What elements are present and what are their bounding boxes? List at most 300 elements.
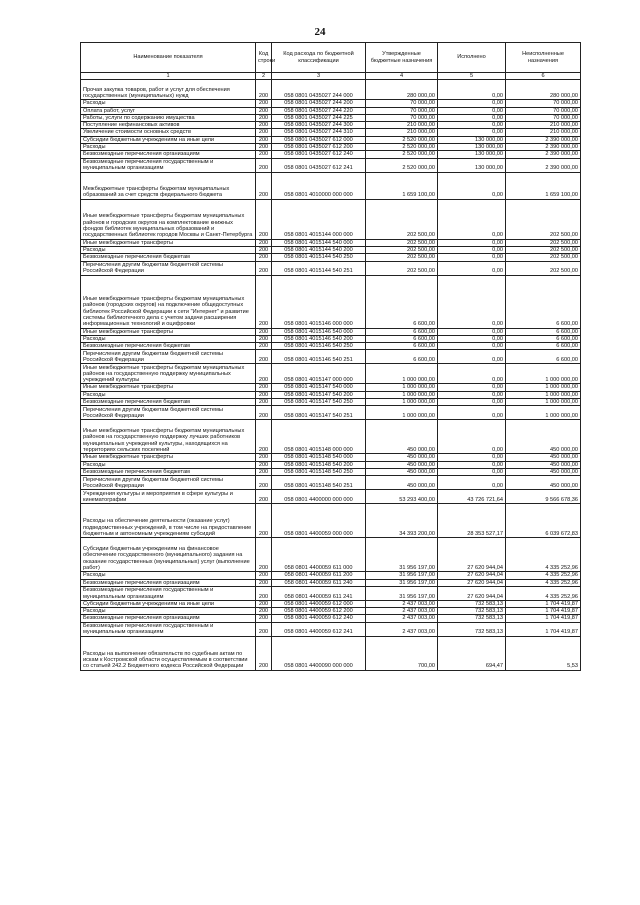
indicator-name-cell: Расходы: [81, 144, 256, 151]
table-row: [81, 335, 581, 342]
indicator-name-cell: Безвозмездные перечисления государственным и муниципальным организациям: [81, 158, 256, 172]
executed-amount-cell: 27 620 944,04: [438, 579, 506, 586]
classification-code-cell: 058 0801 0435027 612 240: [272, 151, 366, 158]
table-row: [81, 461, 581, 468]
line-code-cell: 200: [256, 261, 272, 275]
unexecuted-amount-cell: 6 039 672,83: [506, 504, 581, 538]
unexecuted-amount-cell: 1 000 000,00: [506, 406, 581, 420]
line-code-cell: 200: [256, 328, 272, 335]
indicator-name-cell: Безвозмездные перечисления государственным и муниципальным организациям: [81, 586, 256, 600]
executed-amount-cell: 0,00: [438, 406, 506, 420]
classification-code-cell: 058 0801 4015146 540 251: [272, 350, 366, 364]
line-code-cell: 200: [256, 468, 272, 475]
approved-amount-cell: 6 600,00: [366, 350, 438, 364]
indicator-name-cell: Иные межбюджетные трансферты: [81, 384, 256, 391]
approved-amount-cell: 1 000 000,00: [366, 391, 438, 398]
line-code-cell: 200: [256, 454, 272, 461]
approved-amount-cell: 1 659 100,00: [366, 172, 438, 199]
table-row: [81, 490, 581, 504]
line-code-cell: 200: [256, 600, 272, 607]
unexecuted-amount-cell: 70 000,00: [506, 114, 581, 121]
line-code-cell: 200: [256, 384, 272, 391]
indicator-name-cell: Безвозмездные перечисления бюджетам: [81, 468, 256, 475]
indicator-name-cell: Иные межбюджетные трансферты: [81, 454, 256, 461]
header-executed: Исполнено: [438, 43, 506, 73]
indicator-name-cell: Иные межбюджетные трансферты бюджетам муниципальных районов и городских округов на комплектование книжных фондов библиотек муниципальных образований и государственных библиотек городов Москвы и Санкт-Петербурга: [81, 199, 256, 239]
column-number: 1: [81, 73, 256, 80]
table-row: [81, 384, 581, 391]
classification-code-cell: 058 0801 4015147 540 200: [272, 391, 366, 398]
approved-amount-cell: 202 500,00: [366, 246, 438, 253]
classification-code-cell: 058 0801 4015144 540 000: [272, 239, 366, 246]
executed-amount-cell: 0,00: [438, 399, 506, 406]
indicator-name-cell: Безвозмездные перечисления бюджетам: [81, 254, 256, 261]
approved-amount-cell: 6 600,00: [366, 335, 438, 342]
unexecuted-amount-cell: 1 704 419,87: [506, 622, 581, 636]
table-row: [81, 254, 581, 261]
approved-amount-cell: 450 000,00: [366, 454, 438, 461]
column-numbers-row: [81, 73, 581, 80]
executed-amount-cell: 0,00: [438, 454, 506, 461]
line-code-cell: 200: [256, 144, 272, 151]
classification-code-cell: 058 0801 4400000 000 000: [272, 490, 366, 504]
table-row: [81, 538, 581, 572]
indicator-name-cell: Безвозмездные перечисления организациям: [81, 615, 256, 622]
executed-amount-cell: 27 620 944,04: [438, 572, 506, 579]
line-code-cell: 200: [256, 579, 272, 586]
approved-amount-cell: 6 600,00: [366, 328, 438, 335]
table-row: [81, 420, 581, 454]
approved-amount-cell: 202 500,00: [366, 199, 438, 239]
unexecuted-amount-cell: 202 500,00: [506, 239, 581, 246]
table-row: [81, 636, 581, 670]
line-code-cell: 200: [256, 246, 272, 253]
table-row: [81, 615, 581, 622]
classification-code-cell: 058 0801 0435027 244 310: [272, 129, 366, 136]
indicator-name-cell: Иные межбюджетные трансферты бюджетам муниципальных районов (городских округов) на подключение общедоступных библиотек Российской Федерации к сети "Интернет" и развитие системы библиотечного дела с учетом задачи расширения информационных технологий и оцифровки: [81, 275, 256, 328]
classification-code-cell: 058 0801 0435027 244 200: [272, 100, 366, 107]
classification-code-cell: 058 0801 4010000 000 000: [272, 172, 366, 199]
approved-amount-cell: 6 600,00: [366, 343, 438, 350]
table-row: [81, 136, 581, 143]
unexecuted-amount-cell: 450 000,00: [506, 468, 581, 475]
executed-amount-cell: 28 353 527,17: [438, 504, 506, 538]
approved-amount-cell: 1 000 000,00: [366, 364, 438, 384]
table-row: [81, 468, 581, 475]
header-approved: Утвержденные бюджетные назначения: [366, 43, 438, 73]
table-row: [81, 343, 581, 350]
unexecuted-amount-cell: 1 000 000,00: [506, 364, 581, 384]
unexecuted-amount-cell: 210 000,00: [506, 129, 581, 136]
indicator-name-cell: Иные межбюджетные трансферты: [81, 328, 256, 335]
classification-code-cell: 058 0801 4400059 611 240: [272, 579, 366, 586]
line-code-cell: 200: [256, 151, 272, 158]
line-code-cell: 200: [256, 490, 272, 504]
line-code-cell: 200: [256, 538, 272, 572]
line-code-cell: 200: [256, 239, 272, 246]
indicator-name-cell: Межбюджетные трансферты бюджетам муниципальных образований за счет средств федерального бюджета: [81, 172, 256, 199]
executed-amount-cell: 694,47: [438, 636, 506, 670]
classification-code-cell: 058 0801 4015146 540 000: [272, 328, 366, 335]
executed-amount-cell: 27 620 944,04: [438, 586, 506, 600]
table-row: [81, 586, 581, 600]
table-row: [81, 350, 581, 364]
column-number: 5: [438, 73, 506, 80]
indicator-name-cell: Расходы на обеспечение деятельности (оказание услуг) подведомственных учреждений, в том числе на предоставление бюджетным и автономным учреждениям субсидий: [81, 504, 256, 538]
line-code-cell: 200: [256, 476, 272, 490]
line-code-cell: 200: [256, 172, 272, 199]
classification-code-cell: 058 0801 4400059 000 000: [272, 504, 366, 538]
approved-amount-cell: 1 000 000,00: [366, 406, 438, 420]
indicator-name-cell: Расходы: [81, 391, 256, 398]
table-row: [81, 454, 581, 461]
table-row: [81, 129, 581, 136]
indicator-name-cell: Перечисления другим бюджетам бюджетной системы Российской Федерации: [81, 406, 256, 420]
indicator-name-cell: Иные межбюджетные трансферты бюджетам муниципальных районов на государственную поддержку муниципальных учреждений культуры: [81, 364, 256, 384]
executed-amount-cell: 0,00: [438, 461, 506, 468]
unexecuted-amount-cell: 5,53: [506, 636, 581, 670]
executed-amount-cell: 732 583,13: [438, 600, 506, 607]
approved-amount-cell: 450 000,00: [366, 468, 438, 475]
approved-amount-cell: 70 000,00: [366, 114, 438, 121]
classification-code-cell: 058 0801 0435027 612 241: [272, 158, 366, 172]
table-row: [81, 504, 581, 538]
unexecuted-amount-cell: 450 000,00: [506, 476, 581, 490]
line-code-cell: 200: [256, 107, 272, 114]
table-row: [81, 80, 581, 100]
executed-amount-cell: 732 583,13: [438, 608, 506, 615]
approved-amount-cell: 2 520 000,00: [366, 144, 438, 151]
indicator-name-cell: Иные межбюджетные трансферты бюджетам муниципальных районов на государственную поддержку лучших работников муниципальных учреждений культуры, находящихся на территориях сельских поселений: [81, 420, 256, 454]
classification-code-cell: 058 0801 4015148 540 200: [272, 461, 366, 468]
executed-amount-cell: 0,00: [438, 107, 506, 114]
indicator-name-cell: Оплата работ, услуг: [81, 107, 256, 114]
classification-code-cell: 058 0801 4015148 540 000: [272, 454, 366, 461]
budget-execution-table: [80, 42, 581, 671]
table-row: [81, 107, 581, 114]
unexecuted-amount-cell: 202 500,00: [506, 199, 581, 239]
table-row: [81, 391, 581, 398]
unexecuted-amount-cell: 1 704 419,87: [506, 615, 581, 622]
executed-amount-cell: 0,00: [438, 199, 506, 239]
unexecuted-amount-cell: 6 600,00: [506, 350, 581, 364]
indicator-name-cell: Перечисления другим бюджетам бюджетной системы Российской Федерации: [81, 350, 256, 364]
unexecuted-amount-cell: 202 500,00: [506, 254, 581, 261]
unexecuted-amount-cell: 70 000,00: [506, 100, 581, 107]
indicator-name-cell: Расходы: [81, 100, 256, 107]
unexecuted-amount-cell: 4 335 252,96: [506, 538, 581, 572]
table-row: [81, 261, 581, 275]
approved-amount-cell: 202 500,00: [366, 261, 438, 275]
classification-code-cell: 058 0801 0435027 244 225: [272, 114, 366, 121]
line-code-cell: 200: [256, 350, 272, 364]
classification-code-cell: 058 0801 4015144 540 200: [272, 246, 366, 253]
unexecuted-amount-cell: 4 335 252,96: [506, 579, 581, 586]
line-code-cell: 200: [256, 391, 272, 398]
approved-amount-cell: 450 000,00: [366, 420, 438, 454]
line-code-cell: 200: [256, 114, 272, 121]
classification-code-cell: 058 0801 4015148 000 000: [272, 420, 366, 454]
executed-amount-cell: 0,00: [438, 350, 506, 364]
approved-amount-cell: 2 437 003,00: [366, 608, 438, 615]
approved-amount-cell: 2 520 000,00: [366, 151, 438, 158]
classification-code-cell: 058 0801 4015147 540 000: [272, 384, 366, 391]
line-code-cell: 200: [256, 420, 272, 454]
line-code-cell: 200: [256, 100, 272, 107]
executed-amount-cell: 0,00: [438, 468, 506, 475]
classification-code-cell: 058 0801 4015148 540 251: [272, 476, 366, 490]
table-row: [81, 399, 581, 406]
line-code-cell: 200: [256, 572, 272, 579]
table-row: [81, 275, 581, 328]
indicator-name-cell: Иные межбюджетные трансферты: [81, 239, 256, 246]
executed-amount-cell: 0,00: [438, 172, 506, 199]
table-row: [81, 572, 581, 579]
line-code-cell: 200: [256, 129, 272, 136]
table-body: [81, 80, 581, 670]
executed-amount-cell: 0,00: [438, 384, 506, 391]
executed-amount-cell: 0,00: [438, 254, 506, 261]
indicator-name-cell: Расходы на выполнение обязательств по судебным актам по искам к Костромской области осуществляемым в соответствии со статьей 242.2 Бюджетного кодекса Российской Федерации: [81, 636, 256, 670]
approved-amount-cell: 700,00: [366, 636, 438, 670]
page-number: 24: [314, 26, 326, 38]
unexecuted-amount-cell: 450 000,00: [506, 420, 581, 454]
unexecuted-amount-cell: 4 335 252,96: [506, 586, 581, 600]
executed-amount-cell: 130 000,00: [438, 144, 506, 151]
classification-code-cell: 058 0801 4015146 540 200: [272, 335, 366, 342]
table-row: [81, 239, 581, 246]
table-row: [81, 328, 581, 335]
approved-amount-cell: 2 520 000,00: [366, 158, 438, 172]
header-indicator-name: Наименование показателя: [81, 43, 256, 73]
classification-code-cell: 058 0801 4015146 540 250: [272, 343, 366, 350]
classification-code-cell: 058 0801 4015144 540 250: [272, 254, 366, 261]
approved-amount-cell: 280 000,00: [366, 80, 438, 100]
executed-amount-cell: 130 000,00: [438, 136, 506, 143]
approved-amount-cell: 31 956 197,00: [366, 538, 438, 572]
line-code-cell: 200: [256, 275, 272, 328]
executed-amount-cell: 0,00: [438, 246, 506, 253]
column-number: 3: [272, 73, 366, 80]
line-code-cell: 200: [256, 335, 272, 342]
approved-amount-cell: 70 000,00: [366, 100, 438, 107]
unexecuted-amount-cell: 2 390 000,00: [506, 136, 581, 143]
approved-amount-cell: 6 600,00: [366, 275, 438, 328]
approved-amount-cell: 210 000,00: [366, 129, 438, 136]
indicator-name-cell: Работы, услуги по содержанию имущества: [81, 114, 256, 121]
unexecuted-amount-cell: 1 000 000,00: [506, 384, 581, 391]
table-row: [81, 122, 581, 129]
executed-amount-cell: 0,00: [438, 420, 506, 454]
unexecuted-amount-cell: 4 335 252,96: [506, 572, 581, 579]
line-code-cell: 200: [256, 158, 272, 172]
unexecuted-amount-cell: 202 500,00: [506, 246, 581, 253]
table-row: [81, 608, 581, 615]
approved-amount-cell: 450 000,00: [366, 476, 438, 490]
indicator-name-cell: Увеличение стоимости основных средств: [81, 129, 256, 136]
table-row: [81, 600, 581, 607]
classification-code-cell: 058 0801 4400090 000 000: [272, 636, 366, 670]
table-row: [81, 476, 581, 490]
table-row: [81, 144, 581, 151]
executed-amount-cell: 43 726 721,64: [438, 490, 506, 504]
classification-code-cell: 058 0801 4015148 540 250: [272, 468, 366, 475]
executed-amount-cell: 0,00: [438, 100, 506, 107]
unexecuted-amount-cell: 280 000,00: [506, 80, 581, 100]
unexecuted-amount-cell: 1 000 000,00: [506, 399, 581, 406]
indicator-name-cell: Субсидии бюджетным учреждениям на финансовое обеспечение государственного (муниципального) задания на оказание государственных (муниципальных) услуг (выполнение работ): [81, 538, 256, 572]
line-code-cell: 200: [256, 461, 272, 468]
approved-amount-cell: 31 956 197,00: [366, 572, 438, 579]
line-code-cell: 200: [256, 254, 272, 261]
line-code-cell: 200: [256, 608, 272, 615]
approved-amount-cell: 53 293 400,00: [366, 490, 438, 504]
executed-amount-cell: 0,00: [438, 129, 506, 136]
table-row: [81, 622, 581, 636]
table-row: [81, 199, 581, 239]
indicator-name-cell: Перечисления другим бюджетам бюджетной системы Российской Федерации: [81, 476, 256, 490]
approved-amount-cell: 210 000,00: [366, 122, 438, 129]
approved-amount-cell: 202 500,00: [366, 254, 438, 261]
classification-code-cell: 058 0801 4015146 000 000: [272, 275, 366, 328]
column-number: 2: [256, 73, 272, 80]
table-row: [81, 172, 581, 199]
column-number: 4: [366, 73, 438, 80]
approved-amount-cell: 31 956 197,00: [366, 586, 438, 600]
executed-amount-cell: 0,00: [438, 114, 506, 121]
table-row: [81, 158, 581, 172]
header-unexecuted: Неисполненные назначения: [506, 43, 581, 73]
unexecuted-amount-cell: 1 000 000,00: [506, 391, 581, 398]
executed-amount-cell: 130 000,00: [438, 151, 506, 158]
executed-amount-cell: 0,00: [438, 328, 506, 335]
classification-code-cell: 058 0801 0435027 244 300: [272, 122, 366, 129]
classification-code-cell: 058 0801 4400059 612 240: [272, 615, 366, 622]
line-code-cell: 200: [256, 504, 272, 538]
approved-amount-cell: 31 956 197,00: [366, 579, 438, 586]
indicator-name-cell: Расходы: [81, 335, 256, 342]
unexecuted-amount-cell: 2 390 000,00: [506, 144, 581, 151]
classification-code-cell: 058 0801 0435027 244 220: [272, 107, 366, 114]
executed-amount-cell: 0,00: [438, 343, 506, 350]
line-code-cell: 200: [256, 80, 272, 100]
table-row: [81, 406, 581, 420]
line-code-cell: 200: [256, 399, 272, 406]
unexecuted-amount-cell: 2 390 000,00: [506, 158, 581, 172]
unexecuted-amount-cell: 450 000,00: [506, 454, 581, 461]
unexecuted-amount-cell: 202 500,00: [506, 261, 581, 275]
approved-amount-cell: 70 000,00: [366, 107, 438, 114]
approved-amount-cell: 2 520 000,00: [366, 136, 438, 143]
indicator-name-cell: Учреждения культуры и мероприятия в сфере культуры и кинематографии: [81, 490, 256, 504]
unexecuted-amount-cell: 2 390 000,00: [506, 151, 581, 158]
classification-code-cell: 058 0801 4015147 000 000: [272, 364, 366, 384]
executed-amount-cell: 0,00: [438, 239, 506, 246]
line-code-cell: 200: [256, 636, 272, 670]
executed-amount-cell: 0,00: [438, 391, 506, 398]
table-row: [81, 114, 581, 121]
unexecuted-amount-cell: 1 704 419,87: [506, 608, 581, 615]
table-row: [81, 364, 581, 384]
unexecuted-amount-cell: 6 600,00: [506, 275, 581, 328]
table-row: [81, 579, 581, 586]
table-row: [81, 151, 581, 158]
unexecuted-amount-cell: 6 600,00: [506, 328, 581, 335]
indicator-name-cell: Субсидии бюджетным учреждениям на иные цели: [81, 136, 256, 143]
unexecuted-amount-cell: 1 704 419,87: [506, 600, 581, 607]
line-code-cell: 200: [256, 136, 272, 143]
approved-amount-cell: 202 500,00: [366, 239, 438, 246]
executed-amount-cell: 0,00: [438, 261, 506, 275]
approved-amount-cell: 34 393 200,00: [366, 504, 438, 538]
executed-amount-cell: 0,00: [438, 476, 506, 490]
executed-amount-cell: 0,00: [438, 364, 506, 384]
classification-code-cell: 058 0801 4400059 612 241: [272, 622, 366, 636]
classification-code-cell: 058 0801 4400059 612 000: [272, 600, 366, 607]
table-row: [81, 100, 581, 107]
indicator-name-cell: Перечисления другим бюджетам бюджетной системы Российской Федерации: [81, 261, 256, 275]
indicator-name-cell: Прочая закупка товаров, работ и услуг для обеспечения государственных (муниципальных) нужд: [81, 80, 256, 100]
executed-amount-cell: 27 620 944,04: [438, 538, 506, 572]
line-code-cell: 200: [256, 615, 272, 622]
indicator-name-cell: Расходы: [81, 461, 256, 468]
unexecuted-amount-cell: 450 000,00: [506, 461, 581, 468]
approved-amount-cell: 2 437 003,00: [366, 600, 438, 607]
classification-code-cell: 058 0801 0435027 244 000: [272, 80, 366, 100]
approved-amount-cell: 1 000 000,00: [366, 384, 438, 391]
classification-code-cell: 058 0801 4400059 612 200: [272, 608, 366, 615]
unexecuted-amount-cell: 1 659 100,00: [506, 172, 581, 199]
executed-amount-cell: 0,00: [438, 122, 506, 129]
line-code-cell: 200: [256, 586, 272, 600]
executed-amount-cell: 0,00: [438, 335, 506, 342]
indicator-name-cell: Безвозмездные перечисления организациям: [81, 579, 256, 586]
approved-amount-cell: 2 437 003,00: [366, 615, 438, 622]
line-code-cell: 200: [256, 622, 272, 636]
classification-code-cell: 058 0801 4015144 540 251: [272, 261, 366, 275]
classification-code-cell: 058 0801 4015147 540 251: [272, 406, 366, 420]
executed-amount-cell: 130 000,00: [438, 158, 506, 172]
classification-code-cell: 058 0801 4400059 611 241: [272, 586, 366, 600]
indicator-name-cell: Безвозмездные перечисления бюджетам: [81, 399, 256, 406]
line-code-cell: 200: [256, 406, 272, 420]
indicator-name-cell: Безвозмездные перечисления организациям: [81, 151, 256, 158]
column-number: 6: [506, 73, 581, 80]
table-row: [81, 246, 581, 253]
line-code-cell: 200: [256, 122, 272, 129]
indicator-name-cell: Субсидии бюджетным учреждениям на иные цели: [81, 600, 256, 607]
classification-code-cell: 058 0801 4400059 611 000: [272, 538, 366, 572]
indicator-name-cell: Расходы: [81, 246, 256, 253]
header-line-code: Код строки: [256, 43, 272, 73]
line-code-cell: 200: [256, 364, 272, 384]
indicator-name-cell: Расходы: [81, 608, 256, 615]
classification-code-cell: 058 0801 4400059 611 200: [272, 572, 366, 579]
indicator-name-cell: Расходы: [81, 572, 256, 579]
indicator-name-cell: Поступление нефинансовых активов: [81, 122, 256, 129]
executed-amount-cell: 0,00: [438, 275, 506, 328]
unexecuted-amount-cell: 9 566 678,36: [506, 490, 581, 504]
classification-code-cell: 058 0801 4015147 540 250: [272, 399, 366, 406]
unexecuted-amount-cell: 6 600,00: [506, 343, 581, 350]
table-header: [81, 43, 581, 80]
executed-amount-cell: 732 583,13: [438, 615, 506, 622]
unexecuted-amount-cell: 70 000,00: [506, 107, 581, 114]
classification-code-cell: 058 0801 0435027 612 000: [272, 136, 366, 143]
line-code-cell: 200: [256, 343, 272, 350]
executed-amount-cell: 732 583,13: [438, 622, 506, 636]
classification-code-cell: 058 0801 4015144 000 000: [272, 199, 366, 239]
